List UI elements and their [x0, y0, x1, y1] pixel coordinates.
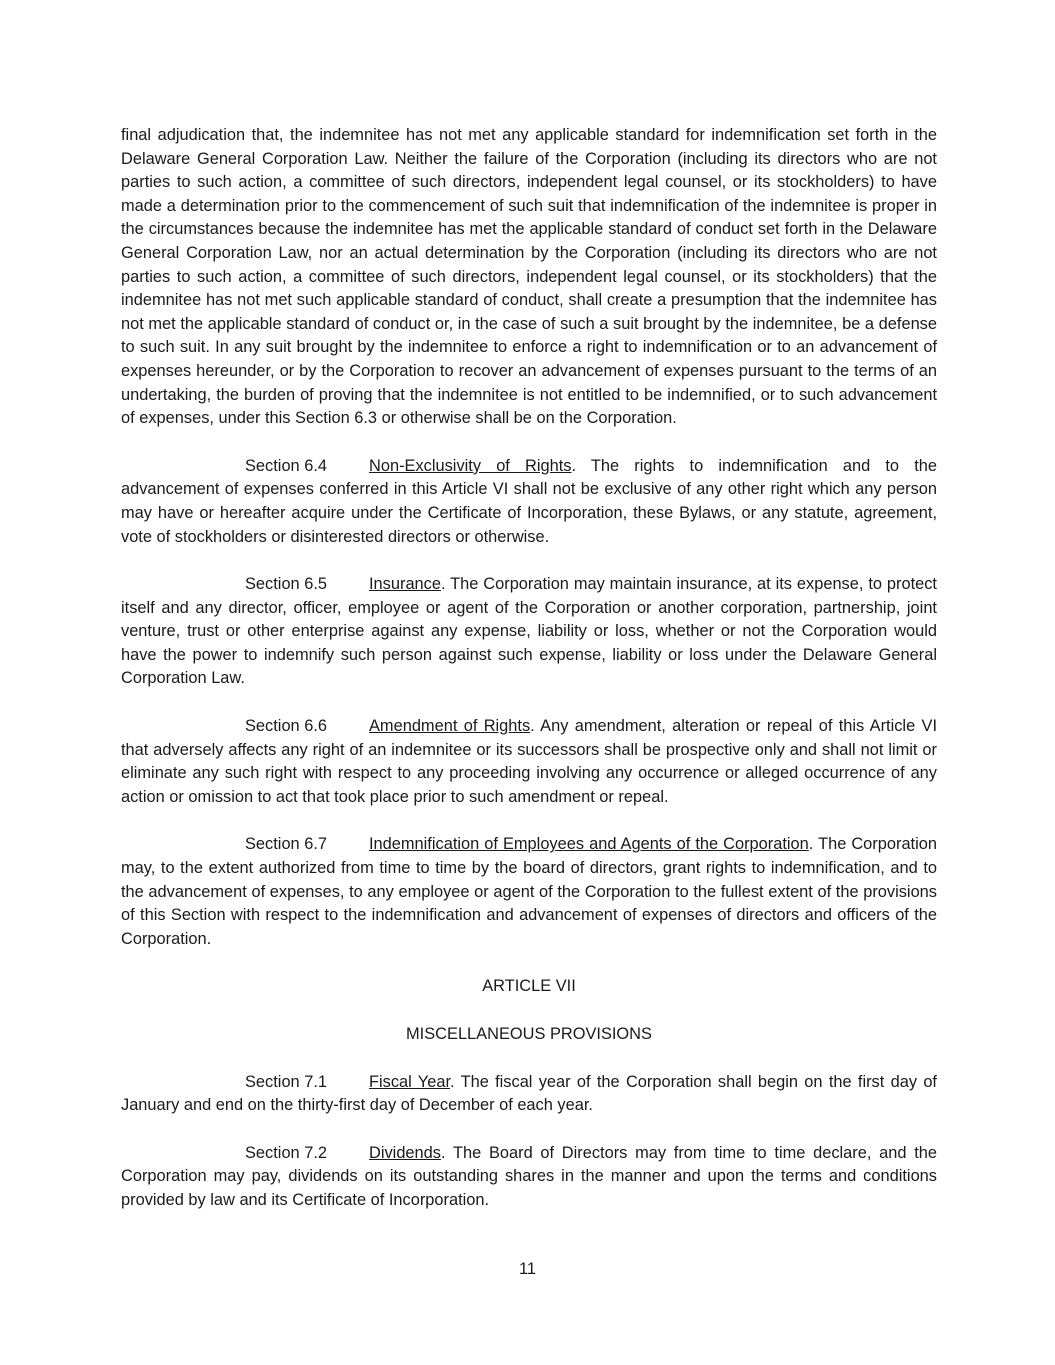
section-6-7	[121, 833, 937, 951]
section-number: Section 7.1	[245, 1072, 328, 1091]
section-body: . The Corporation may maintain insurance, at its expense, to protect itself and any director, officer, employee or agent of the Corporation or another corporation, partnership, joint venture, trust or other enterprise against any expense, liability or loss, whether or not the Corporation would have the power to indemnify such person against such expense, liability or loss under the Delaware General Corporation Law.	[121, 575, 937, 688]
section-6-6	[121, 715, 937, 809]
section-body: . The fiscal year of the Corporation shall begin on the first day of January and end on the thirty-first day of December of each year.	[121, 1072, 937, 1115]
section-7-2	[121, 1142, 937, 1213]
section-7-1	[121, 1071, 937, 1118]
section-number: Section 7.2	[245, 1143, 328, 1162]
section-number: Section 6.6	[245, 717, 328, 736]
section-number: Section 6.4	[245, 456, 328, 475]
document-page	[121, 124, 937, 1213]
section-number: Section 6.5	[245, 575, 328, 594]
section-title: Dividends	[369, 1143, 441, 1162]
intro-paragraph: final adjudication that, the indemnitee has not met any applicable standard for indemnification set forth in the Delaware General Corporation Law. Neither the failure of the Corporation (including its directors who are not parties to such action, a committee of such directors, independent legal counsel, or its stockholders) to have made a determination prior to the commencement of such suit that indemnification of the indemnitee is proper in the circumstances because the indemnitee has met the applicable standard of conduct set forth in the Delaware General Corporation Law, nor an actual determination by the Corporation (including its directors who are not parties to such action, a committee of such directors, independent legal counsel, or its stockholders) that the indemnitee has not met such applicable standard of conduct, shall create a presumption that the indemnitee has not met the applicable standard of conduct or, in the case of such a suit brought by the indemnitee, be a defense to such suit. In any suit brought by the indemnitee to enforce a right to indemnification or to an advancement of expenses hereunder, or by the Corporation to recover an advancement of expenses pursuant to the terms of an undertaking, the burden of proving that the indemnitee is not entitled to be indemnified, or to such advancement of expenses, under this Section 6.3 or otherwise shall be on the Corporation.	[121, 126, 937, 428]
article-subtitle: MISCELLANEOUS PROVISIONS	[406, 1025, 652, 1043]
section-title: Fiscal Year	[369, 1072, 451, 1091]
section-body: . The Corporation may, to the extent authorized from time to time by the board of directors, grant rights to indemnification, and to the advancement of expenses, to any employee or agent of the Corporation to the fullest extent of the provisions of this Section with respect to the indemnification and advancement of expenses of directors and officers of the Corporation.	[121, 835, 937, 948]
section-title: Insurance	[369, 575, 441, 594]
section-body: . Any amendment, alteration or repeal of this Article VI that adversely affects any right of an indemnitee or its successors shall be prospective only and shall not limit or eliminate any such right with respect to any proceeding involving any occurrence or alleged occurrence of any action or omission to act that took place prior to such amendment or repeal.	[121, 717, 937, 806]
article-heading: ARTICLE VII	[482, 977, 576, 996]
section-title: Non-Exclusivity of Rights	[369, 456, 572, 475]
section-title: Indemnification of Employees and Agents of the Corporation	[369, 835, 809, 854]
section-number: Section 6.7	[245, 835, 328, 854]
section-body: . The rights to indemnification and to the advancement of expenses conferred in this Article VI shall not be exclusive of any other right which any person may have or hereafter acquire under the Certificate of Incorporation, these Bylaws, or any statute, agreement, vote of stockholders or disinterested directors or otherwise.	[121, 456, 937, 546]
section-6-5	[121, 573, 937, 691]
section-body: . The Board of Directors may from time to time declare, and the Corporation may pay, dividends on its outstanding shares in the manner and upon the terms and conditions provided by law and its Certificate of Incorporation.	[121, 1143, 937, 1209]
section-title: Amendment of Rights	[369, 717, 531, 736]
section-6-4	[121, 455, 937, 549]
page-number: 11	[518, 1260, 536, 1278]
